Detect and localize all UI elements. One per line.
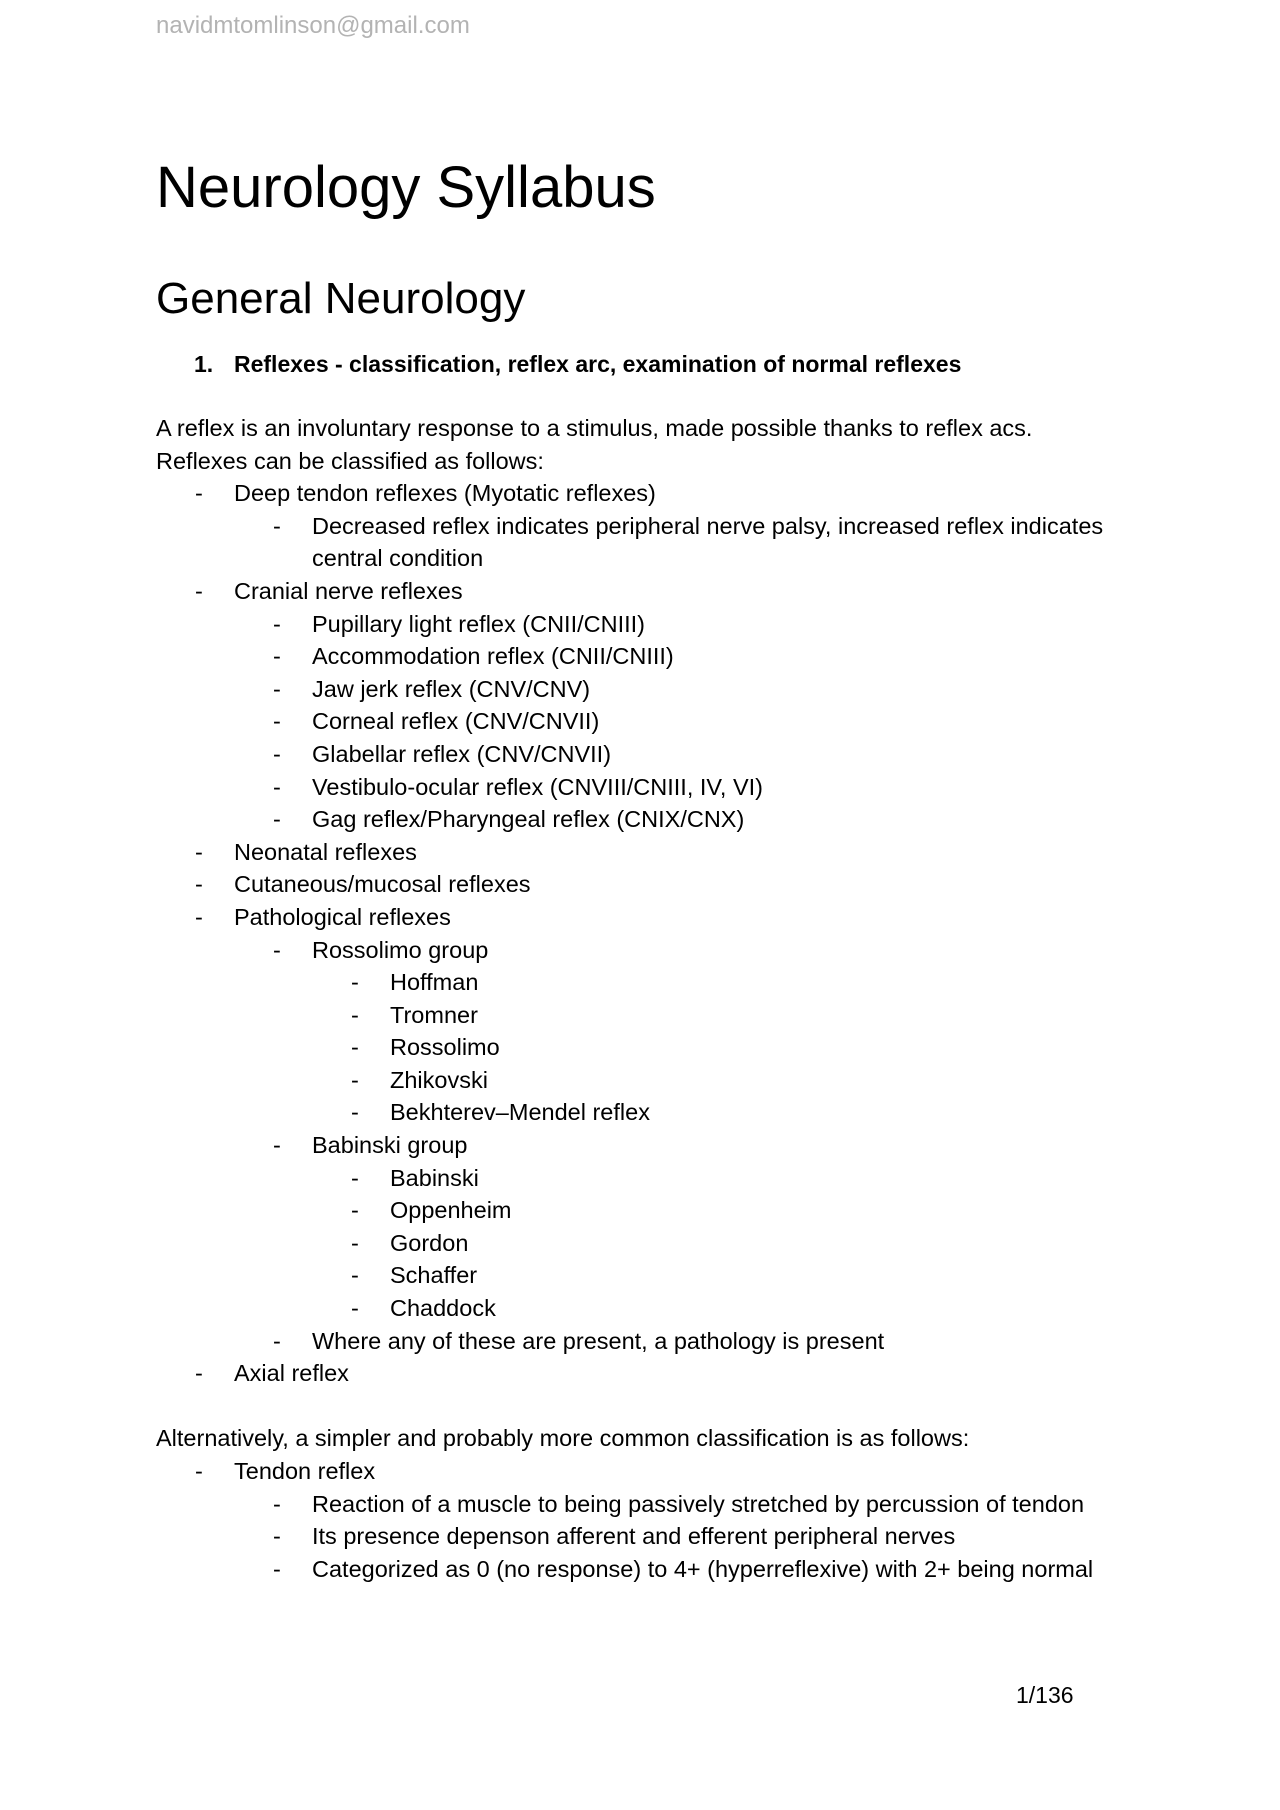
list-item: - Deep tendon reflexes (Myotatic reflexes) — [156, 477, 1156, 510]
list-marker: - — [351, 1164, 359, 1191]
list-item: - Glabellar reflex (CNV/CNVII) — [156, 738, 1156, 771]
list-marker: - — [195, 871, 203, 898]
paragraph-gap — [156, 1390, 1156, 1423]
list-item: - Axial reflex — [156, 1357, 1156, 1390]
list-marker: - — [351, 1262, 359, 1289]
list-marker: - — [273, 936, 281, 963]
list-item: - Chaddock — [156, 1292, 1156, 1325]
list-marker: - — [195, 838, 203, 865]
list-item: - Babinski group — [156, 1129, 1156, 1162]
intro-line: A reflex is an involuntary response to a stimulus, made possible thanks to reflex acs. — [156, 415, 1033, 441]
list-item: - Gag reflex/Pharyngeal reflex (CNIX/CNX) — [156, 803, 1156, 836]
list-item: - Categorized as 0 (no response) to 4+ (hyperreflexive) with 2+ being normal — [156, 1553, 1156, 1586]
list-item: - Tendon reflex — [156, 1455, 1156, 1488]
list-marker: - — [273, 1132, 281, 1159]
page-number: 1/136 — [1016, 1682, 1074, 1708]
list-item: - Bekhterev–Mendel reflex — [156, 1096, 1156, 1129]
list-marker: - — [351, 1001, 359, 1028]
list-item: - Neonatal reflexes — [156, 836, 1156, 869]
list-item: - Cranial nerve reflexes — [156, 575, 1156, 608]
list-marker: - — [195, 577, 203, 604]
list-item: - Cutaneous/mucosal reflexes — [156, 868, 1156, 901]
heading-number: 1. — [194, 351, 214, 377]
numbered-heading — [194, 348, 961, 380]
list-marker: - — [273, 773, 281, 800]
list-marker: - — [273, 806, 281, 833]
list-marker: - — [195, 903, 203, 930]
list-marker: - — [351, 1295, 359, 1322]
document-title: Neurology Syllabus — [156, 155, 656, 220]
list-marker: - — [195, 1458, 203, 1484]
list-item: - Its presence depenson afferent and efferent peripheral nerves — [156, 1520, 1156, 1553]
list-item: - Schaffer — [156, 1259, 1156, 1292]
intro-line: Reflexes can be classified as follows: — [156, 447, 544, 474]
list-item: - Babinski — [156, 1162, 1156, 1195]
list-item: - Pathological reflexes — [156, 901, 1156, 934]
list-item: - Pupillary light reflex (CNII/CNIII) — [156, 608, 1156, 641]
list-marker: - — [273, 1490, 281, 1517]
list-marker: - — [273, 740, 281, 767]
heading-text: Reflexes - classification, reflex arc, examination of normal reflexes — [234, 351, 962, 377]
list-marker: - — [351, 1229, 359, 1256]
list-marker: - — [351, 1099, 359, 1126]
section-title: General Neurology — [156, 274, 526, 323]
list-item: - Decreased reflex indicates peripheral nerve palsy, increased reflex indicates central condition — [156, 510, 1156, 575]
list-marker: - — [351, 969, 359, 996]
list-item: - Accommodation reflex (CNII/CNIII) — [156, 640, 1156, 673]
list-item: - Rossolimo — [156, 1031, 1156, 1064]
alt-intro: Alternatively, a simpler and probably more common classification is as follows: — [156, 1425, 970, 1452]
list-item: - Corneal reflex (CNV/CNVII) — [156, 705, 1156, 738]
list-marker: - — [351, 1197, 359, 1224]
list-marker: - — [273, 1327, 281, 1354]
list-marker: - — [351, 1066, 359, 1093]
list-marker: - — [273, 1555, 281, 1582]
list-item: - Where any of these are present, a pathology is present — [156, 1325, 1156, 1358]
list-marker: - — [273, 1523, 281, 1550]
list-item: - Oppenheim — [156, 1194, 1156, 1227]
list-marker: - — [195, 480, 203, 507]
list-marker: - — [273, 643, 281, 670]
list-item: - Rossolimo group — [156, 934, 1156, 967]
document-body — [156, 412, 1156, 1585]
list-item: - Tromner — [156, 999, 1156, 1032]
list-item: - Hoffman — [156, 966, 1156, 999]
list-item: - Reaction of a muscle to being passively stretched by percussion of tendon — [156, 1488, 1156, 1521]
list-item: - Jaw jerk reflex (CNV/CNV) — [156, 673, 1156, 706]
list-item: - Zhikovski — [156, 1064, 1156, 1097]
list-marker: - — [351, 1034, 359, 1061]
header-email: navidmtomlinson@gmail.com — [156, 12, 470, 39]
list-marker: - — [273, 610, 281, 637]
list-marker: - — [195, 1360, 203, 1387]
list-item: - Gordon — [156, 1227, 1156, 1260]
list-marker: - — [273, 512, 281, 539]
list-marker: - — [273, 708, 281, 735]
list-item: - Vestibulo-ocular reflex (CNVIII/CNIII, IV, VI) — [156, 771, 1156, 804]
list-marker: - — [273, 675, 281, 702]
